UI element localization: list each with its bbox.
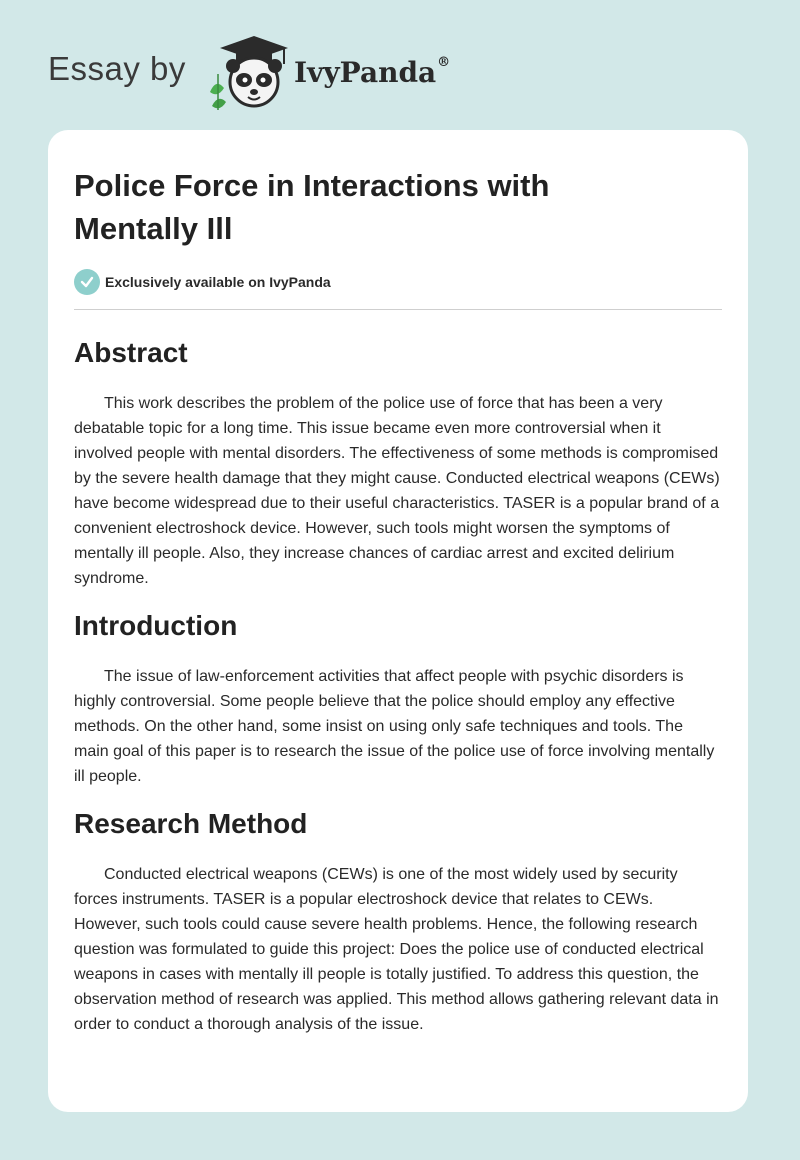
section-paragraph: The issue of law-enforcement activities that affect people with psychic disorders is highly controversial. Some people believe that the police should employ any effective methods. On the other hand, some insist on using only safe techniques and tools. The main goal of this paper is to research the issue of the police use of force involving mentally ill people. xyxy=(74,668,715,785)
brand-name[interactable]: IvyPanda® xyxy=(294,54,451,89)
panda-logo-icon[interactable] xyxy=(202,34,292,110)
section-heading: Abstract xyxy=(74,337,188,368)
exclusive-badge xyxy=(74,268,722,296)
section-abstract xyxy=(74,336,722,591)
registered-mark: ® xyxy=(437,54,451,70)
section-paragraph: Conducted electrical weapons (CEWs) is one of the most widely used by security forces instruments. TASER is a popular electroshock device that relates to CEWs. However, such tools could cause severe health problems. Hence, the following research question was formulated to guide this project: Does the police use of conducted electrical weapons in cases with mentally ill people is totally justified. To address this question, the observation method of research was applied. This method allows gathering relevant data in order to conduct a thorough analysis of the issue. xyxy=(74,866,719,1033)
essay-card xyxy=(48,130,748,1112)
section-introduction xyxy=(74,609,722,789)
badge-label: Exclusively available on IvyPanda xyxy=(105,274,331,290)
site-header xyxy=(48,34,752,114)
section-heading: Research Method xyxy=(74,808,308,839)
checkmark-icon xyxy=(74,269,100,295)
section-paragraph: This work describes the problem of the police use of force that has been a very debatable topic for a long time. This issue became even more controversial when it involved people with mental disorders. The effectiveness of some methods is compromised by the severe health damage that they might cause. Conducted electrical weapons (CEWs) have become widespread due to their useful characteristics. TASER is a popular brand of a convenient electroshock device. However, such tools might worsen the symptoms of mentally ill people. Also, they increase chances of cardiac arrest and excited delirium syndrome. xyxy=(74,395,720,587)
page-title: Police Force in Interactions with Mentally Ill xyxy=(74,168,550,246)
section-heading: Introduction xyxy=(74,610,238,641)
divider xyxy=(74,309,722,310)
section-research-method xyxy=(74,807,722,1037)
essay-by-label: Essay by xyxy=(48,50,186,87)
